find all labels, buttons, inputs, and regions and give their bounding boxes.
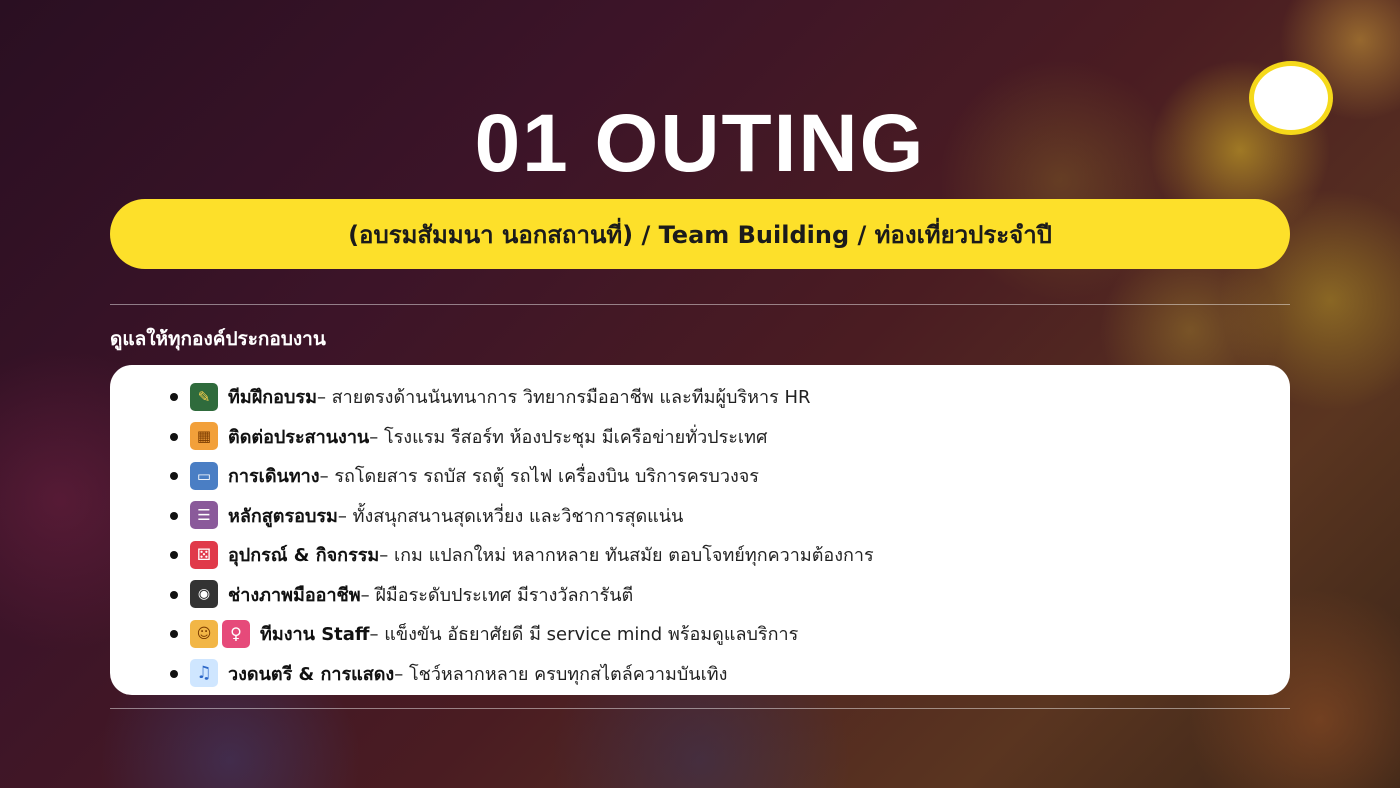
list-item	[110, 496, 1290, 536]
item-desc: – ทั้งสนุกสนานสุดเหวี่ยง และวิชาการสุดแน่น	[337, 505, 684, 527]
divider-bottom	[110, 708, 1290, 709]
hotel-icon: ▦	[190, 422, 218, 450]
item-name: การเดินทาง	[228, 466, 320, 488]
item-desc: – ฝีมือระดับประเทศ มีรางวัลการันตี	[360, 584, 634, 606]
item-desc: – เกม แปลกใหม่ หลากหลาย ทันสมัย ตอบโจทย์ทุกความต้องการ	[379, 545, 874, 567]
books-icon: ☰	[190, 501, 218, 529]
item-name: ทีมฝึกอบรม	[228, 387, 317, 409]
list-item	[110, 654, 1290, 694]
section-heading: ดูแลให้ทุกองค์ประกอบงาน	[110, 328, 326, 350]
list-item	[110, 456, 1290, 496]
teacher-icon: ✎	[190, 383, 218, 411]
female-sign-icon: ♀	[222, 620, 250, 648]
page-title: 01 OUTING	[474, 98, 926, 189]
camera-flash-icon: ◉	[190, 580, 218, 608]
item-name: หลักสูตรอบรม	[228, 505, 338, 527]
item-desc: – โรงแรม รีสอร์ท ห้องประชุม มีเครือข่ายทั่วประเทศ	[369, 426, 768, 448]
subtitle-text: (อบรมสัมมนา นอกสถานที่) / Team Building / ท่องเที่ยวประจำปี	[348, 220, 1052, 249]
item-desc: – โชว์หลากหลาย ครบทุกสไตล์ความบันเทิง	[394, 663, 728, 685]
list-item	[110, 575, 1290, 615]
bus-icon: ▭	[190, 462, 218, 490]
item-name: ช่างภาพมืออาชีพ	[228, 584, 361, 606]
dice-icon: ⚄	[190, 541, 218, 569]
services-card	[110, 365, 1290, 695]
item-name: อุปกรณ์ & กิจกรรม	[228, 545, 380, 567]
list-item	[110, 614, 1290, 654]
item-name: ทีมงาน Staff	[260, 624, 370, 646]
item-desc: – สายตรงด้านนันทนาการ วิทยากรมืออาชีพ และทีมผู้บริหาร HR	[316, 387, 811, 409]
divider-top	[110, 304, 1290, 305]
item-name: วงดนตรี & การแสดง	[228, 663, 395, 685]
list-item	[110, 377, 1290, 417]
item-desc: – แข็งขัน อัธยาศัยดี มี service mind พร้อมดูแลบริการ	[369, 624, 799, 646]
staff-woman-icon: ☺	[190, 620, 218, 648]
services-list	[110, 377, 1290, 693]
subtitle-banner	[110, 199, 1290, 269]
music-notes-icon: ♫	[190, 659, 218, 687]
list-item	[110, 535, 1290, 575]
item-name: ติดต่อประสานงาน	[228, 426, 370, 448]
item-desc: – รถโดยสาร รถบัส รถตู้ รถไฟ เครื่องบิน บริการครบวงจร	[319, 466, 759, 488]
list-item	[110, 417, 1290, 457]
